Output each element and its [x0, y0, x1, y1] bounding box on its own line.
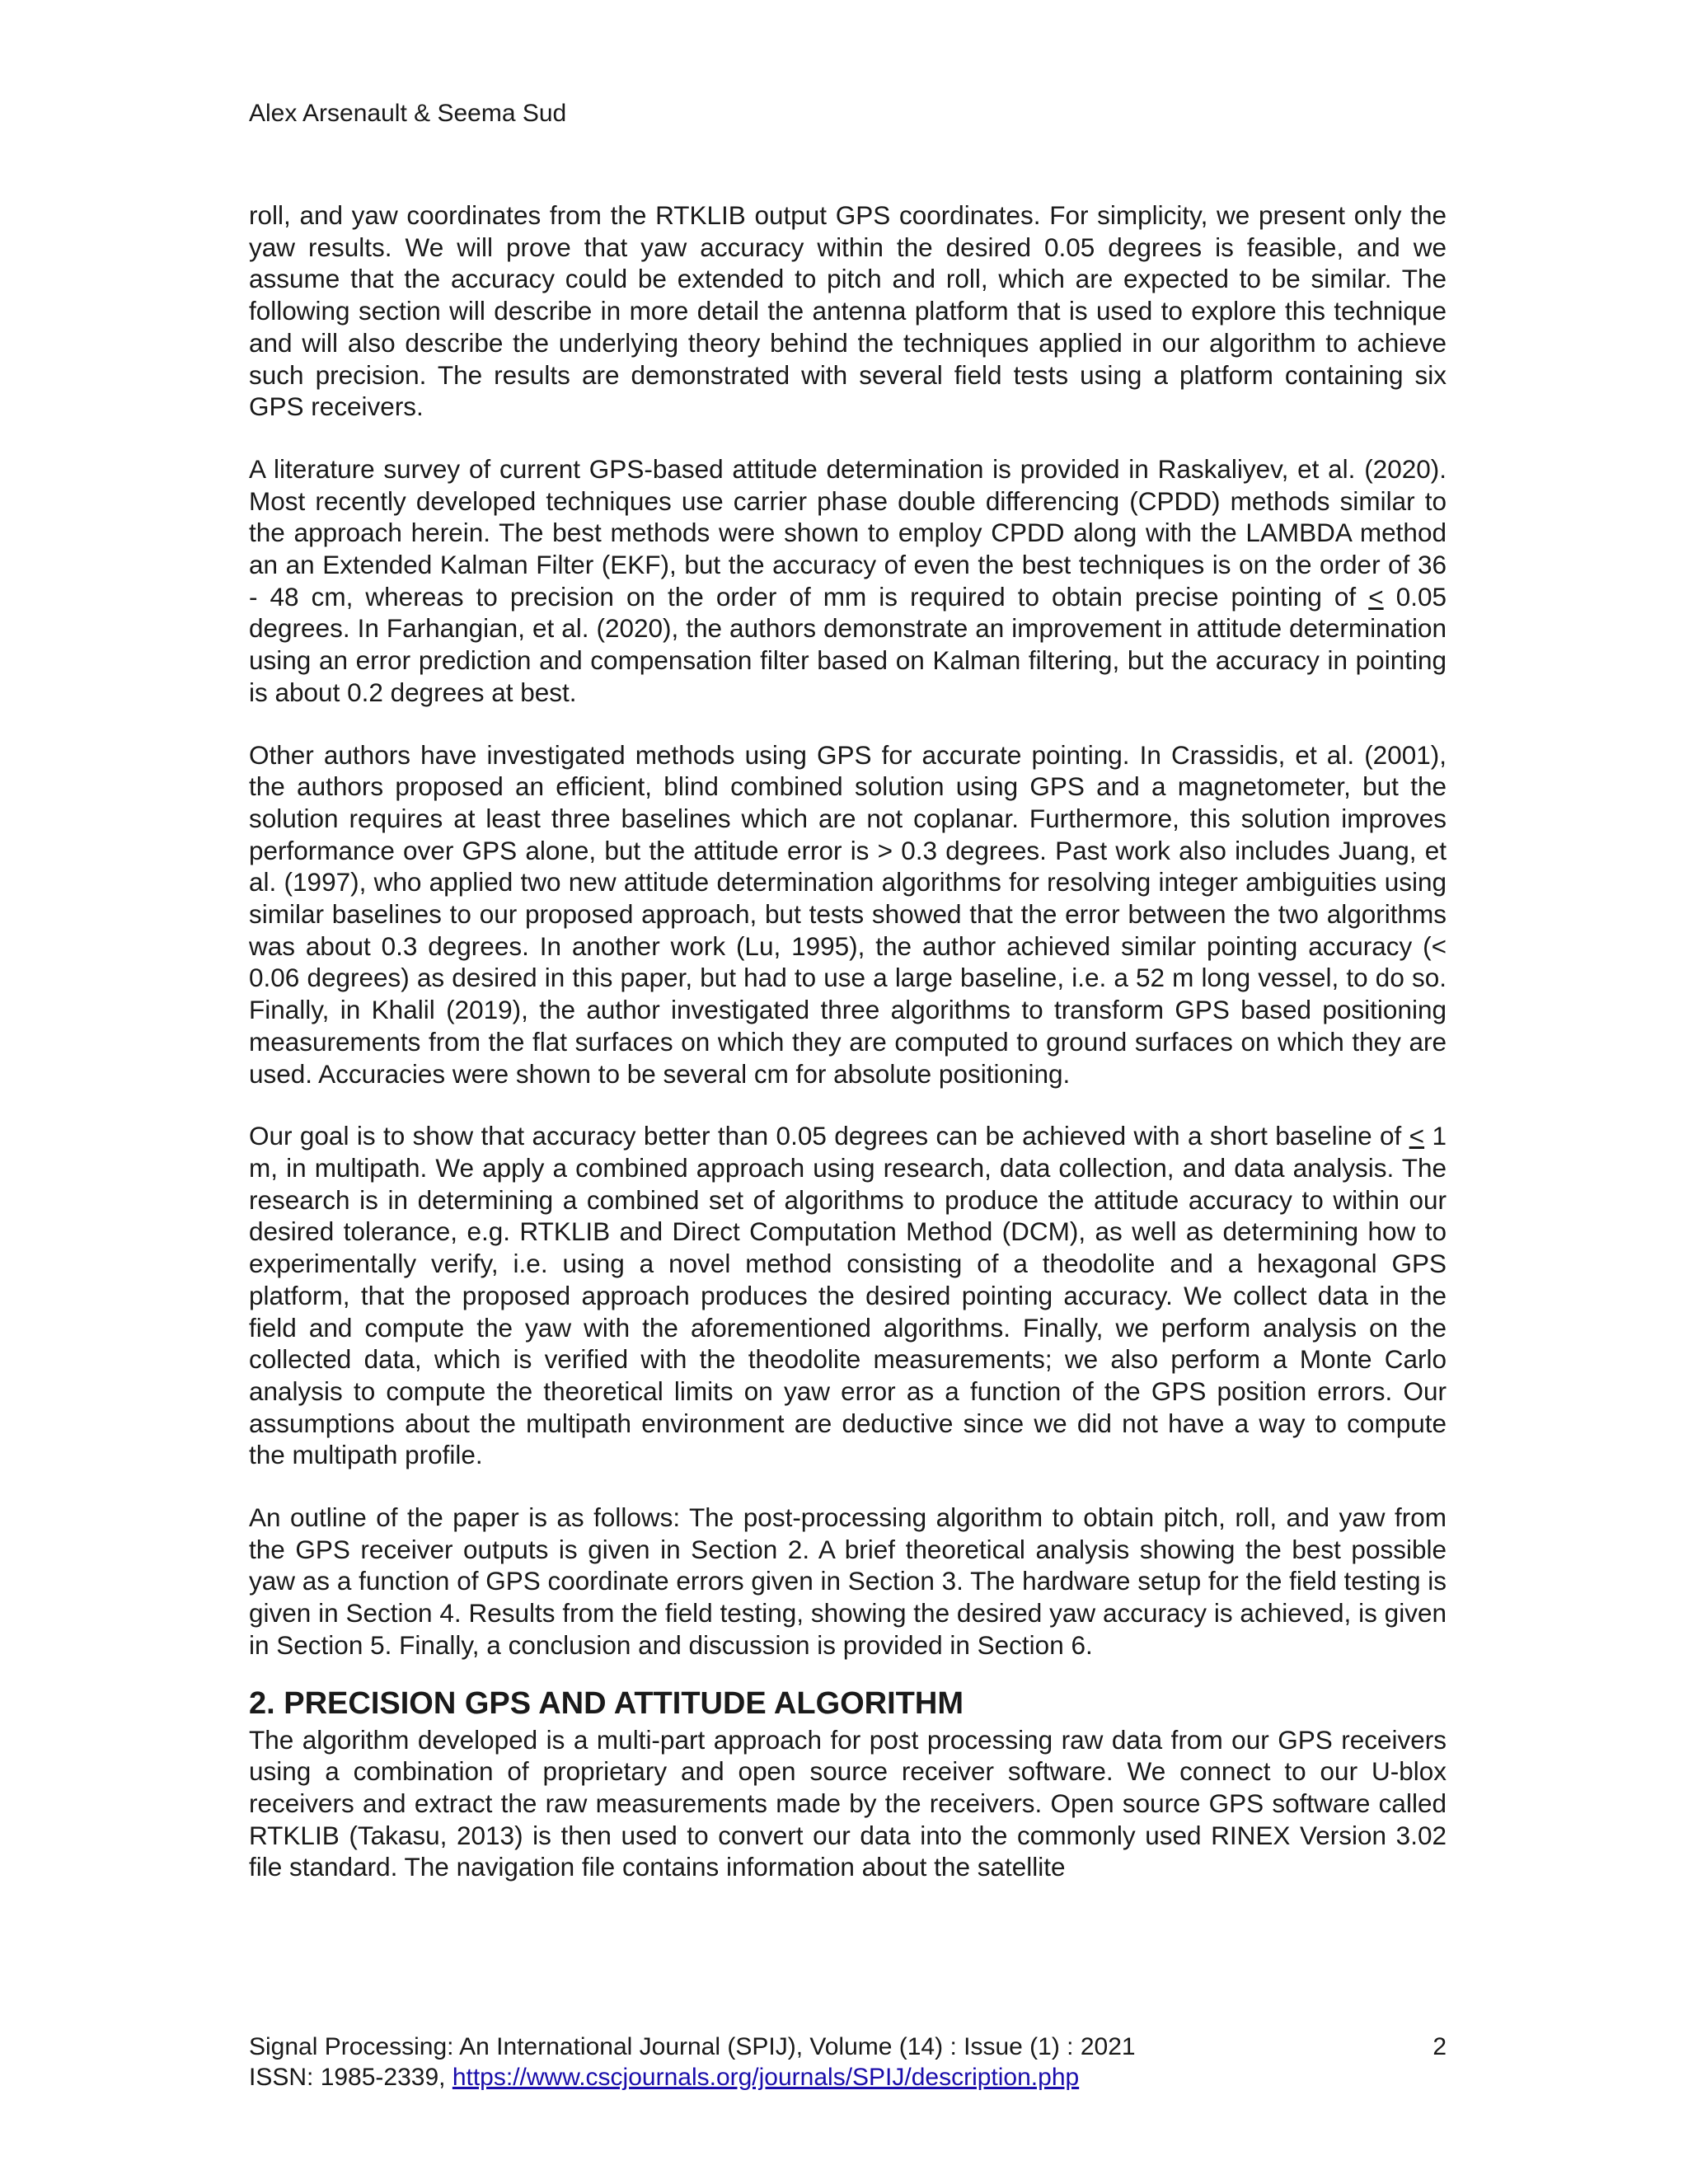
body-text	[249, 199, 1447, 1883]
less-or-equal-symbol: <	[1368, 581, 1384, 612]
running-header-authors: Alex Arsenault & Seema Sud	[249, 100, 567, 127]
paragraph-1: roll, and yaw coordinates from the RTKLIB output GPS coordinates. For simplicity, we present only the yaw results. We will prove that yaw accuracy within the desired 0.05 degrees is feasible, and we assume that the accuracy could be extended to pitch and roll, which are expected to be similar. The following section will describe in more detail the antenna platform that is used to explore this technique and will also describe the underlying theory behind the techniques applied in our algorithm to achieve such precision. The results are demonstrated with several field tests using a platform containing six GPS receivers.	[249, 200, 1447, 422]
paragraph-4-part-b: 1 m, in multipath. We apply a combined approach using research, data collection, and data analysis. The research is in determining a combined set of algorithms to produce the attitude accuracy to within our desired tolerance, e.g. RTKLIB and Direct Computation Method (DCM), as well as determining how to experimentally verify, i.e. using a novel method consisting of a theodolite and a hexagonal GPS platform, that the proposed approach produces the desired pointing accuracy. We collect data in the field and compute the yaw with the aforementioned algorithms. Finally, we perform analysis on the collected data, which is verified with the theodolite measurements; we also perform a Monte Carlo analysis to compute the theoretical limits on yaw error as a function of the GPS position errors. Our assumptions about the multipath environment are deductive since we did not have a way to compute the multipath profile.	[249, 1121, 1447, 1470]
paragraph-3: Other authors have investigated methods using GPS for accurate pointing. In Crassidis, et al. (2001), the authors proposed an efficient, blind combined solution using GPS and a magnetometer, but the solution requires at least three baselines which are not coplanar. Furthermore, this solution improves performance over GPS alone, but the attitude error is > 0.3 degrees. Past work also includes Juang, et al. (1997), who applied two new attitude determination algorithms for resolving integer ambiguities using similar baselines to our proposed approach, but tests showed that the error between the two algorithms was about 0.3 degrees. In another work (Lu, 1995), the author achieved similar pointing accuracy (< 0.06 degrees) as desired in this paper, but had to use a large baseline, i.e. a 52 m long vessel, to do so. Finally, in Khalil (2019), the author investigated three algorithms to transform GPS based positioning measurements from the flat surfaces on which they are computed to ground surfaces on which they are used. Accuracies were shown to be several cm for absolute positioning.	[249, 739, 1447, 1089]
less-or-equal-symbol: <	[1409, 1121, 1425, 1151]
page-footer	[249, 2032, 1447, 2093]
paragraph-4-part-a: Our goal is to show that accuracy better than 0.05 degrees can be achieved with a short baseline of	[249, 1121, 1409, 1151]
paragraph-4	[249, 1120, 1447, 1471]
footer-journal-row	[249, 2032, 1447, 2062]
paragraph-2	[249, 453, 1447, 709]
paragraph-2-part-a: A literature survey of current GPS-based attitude determination is provided in Raskaliyev, et al. (2020). Most recently developed techniques use carrier phase double differencing (CPDD) methods similar to the approach herein. The best methods were shown to employ CPDD along with the LAMBDA method an an Extended Kalman Filter (EKF), but the accuracy of even the best techniques is on the order of 36 - 48 cm, whereas to precision on the order of mm is required to obtain precise pointing of	[249, 453, 1447, 612]
paragraph-6: The algorithm developed is a multi-part approach for post processing raw data from our GPS receivers using a combination of proprietary and open source receiver software. We connect to our U-blox receivers and extract the raw measurements made by the receivers. Open source GPS software called RTKLIB (Takasu, 2013) is then used to convert our data into the commonly used RINEX Version 3.02 file standard. The navigation file contains information about the satellite	[249, 1724, 1447, 1882]
paragraph-5: An outline of the paper is as follows: The post-processing algorithm to obtain pitch, roll, and yaw from the GPS receiver outputs is given in Section 2. A brief theoretical analysis showing the best possible yaw as a function of GPS coordinate errors given in Section 3. The hardware setup for the field testing is given in Section 4. Results from the field testing, showing the desired yaw accuracy is achieved, is given in Section 5. Finally, a conclusion and discussion is provided in Section 6.	[249, 1502, 1447, 1660]
section-heading: 2. PRECISION GPS AND ATTITUDE ALGORITHM	[249, 1685, 964, 1721]
footer-url-link[interactable]: https://www.cscjournals.org/journals/SPIJ/description.php	[452, 2064, 1080, 2091]
footer-issn: ISSN: 1985-2339,	[249, 2064, 452, 2091]
footer-journal: Signal Processing: An International Journal (SPIJ), Volume (14) : Issue (1) : 2021	[249, 2033, 1136, 2060]
paragraph-2-part-b: 0.05 degrees. In Farhangian, et al. (2020), the authors demonstrate an improvement in attitude determination using an error prediction and compensation filter based on Kalman filtering, but the accuracy in pointing is about 0.2 degrees at best.	[249, 581, 1447, 707]
page-number: 2	[1432, 2033, 1447, 2060]
footer-issn-row	[249, 2062, 1447, 2093]
